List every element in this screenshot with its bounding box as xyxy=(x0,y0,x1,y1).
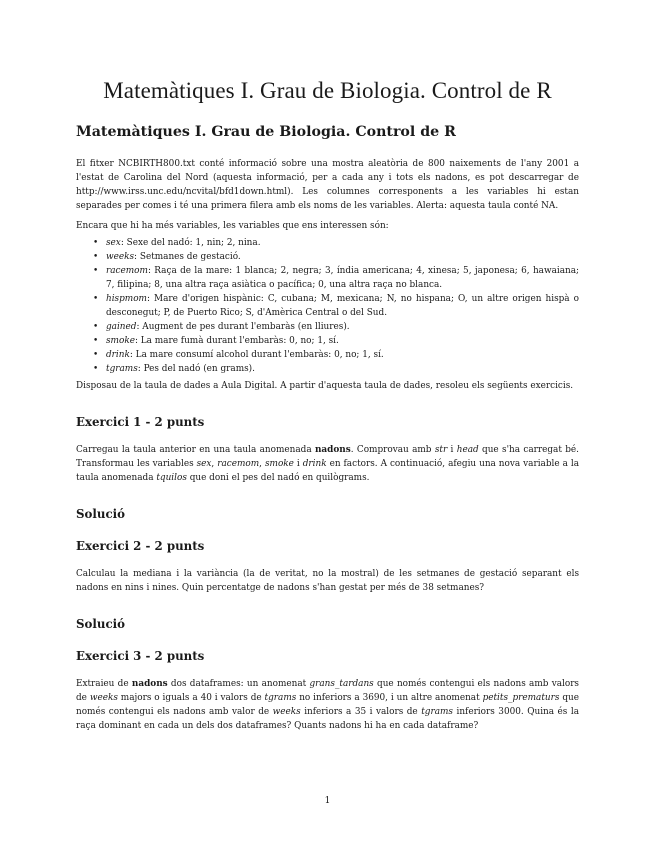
intro-paragraph: El fitxer NCBIRTH800.txt conté informació sobre una mostra aleatòria de 800 naixements de l'any 2001 a l'estat de Carolina del Nord (aquesta informació, per a cada any i tots els nadons, es pot descarregar de http://www.irss.unc.edu/ncvital/bfd1down.html). Les columnes corresponents a les variables hi estan separades per comes i té una primera filera amb els noms de les variables. Alerta: aquesta taula conté NA. xyxy=(76,159,579,211)
variable-name: gained xyxy=(106,322,137,332)
list-item xyxy=(106,320,579,334)
exercise-2-solution-heading: Solució xyxy=(76,617,125,631)
list-item xyxy=(106,334,579,348)
data-availability-paragraph: Disposau de la taula de dades a Aula Digital. A partir d'aquesta taula de dades, resoleu els següents exercicis. xyxy=(76,381,574,391)
list-item xyxy=(106,236,579,250)
exercise-2-text: Calculau la mediana i la variància (la de veritat, no la mostral) de les setmanes de gestació separant els nadons en nins i nines. Quin percentatge de nadons s'han gestat per més de 38 setmanes? xyxy=(76,569,579,593)
document-page xyxy=(76,78,579,733)
variable-desc: : Raça de la mare: 1 blanca; 2, negra; 3, índia americana; 4, xinesa; 5, japonesa; 6, hawaiana; 7, filipina; 8, una altra raça asiàtica o pacífica; 0, una altra raça no blanca. xyxy=(106,266,579,290)
variable-name: drink xyxy=(106,350,130,360)
variable-desc: : Setmanes de gestació. xyxy=(134,252,241,262)
variable-desc: : La mare fumà durant l'embaràs: 0, no; 1, sí. xyxy=(134,336,339,346)
variable-desc: : Pes del nadó (en grams). xyxy=(137,364,255,374)
main-heading: Matemàtiques I. Grau de Biologia. Control de R xyxy=(76,124,456,140)
variable-desc: : Mare d'origen hispànic: C, cubana; M, mexicana; N, no hispana; O, un altre origen hispà o desconegut; P, de Puerto Rico; S, d'Amèrica Central o del Sud. xyxy=(106,294,579,318)
variable-desc: : Sexe del nadó: 1, nin; 2, nina. xyxy=(120,238,261,248)
page-number: 1 xyxy=(324,796,331,806)
exercise-2-title: Exercici 2 - 2 punts xyxy=(76,539,205,553)
exercise-1-text: Carregau la taula anterior en una taula anomenada nadons. Comprovau amb str i head que s'ha carregat bé. Transformau les variables sex, racemom, smoke i drink en factors. A continuació, afegiu una nova variable a la taula anomenada tquilos que doni el pes del nadó en quilògrams. xyxy=(76,445,579,483)
exercise-3-text: Extraieu de nadons dos dataframes: un anomenat grans_tardans que només contengui els nadons amb valors de weeks majors o iguals a 40 i valors de tgrams no inferiors a 3690, i un altre anomenat petits_prematurs que només contengui els nadons amb valor de weeks inferiors a 35 i valors de tgrams inferiors 3000. Quina és la raça dominant en cada un dels dos dataframes? Quants nadons hi ha en cada dataframe? xyxy=(76,679,580,731)
variable-name: tgrams xyxy=(106,364,138,374)
exercise-1-title: Exercici 1 - 2 punts xyxy=(76,415,205,429)
list-item xyxy=(106,264,579,292)
document-title: Matemàtiques I. Grau de Biologia. Control de R xyxy=(103,78,552,103)
variables-intro: Encara que hi ha més variables, les variables que ens interessen són: xyxy=(76,221,389,231)
exercise-3-title: Exercici 3 - 2 punts xyxy=(76,649,205,663)
list-item xyxy=(106,362,579,376)
variable-name: smoke xyxy=(106,336,135,346)
exercise-1-solution-heading: Solució xyxy=(76,507,125,521)
list-item xyxy=(106,250,579,264)
list-item xyxy=(106,292,579,320)
list-item xyxy=(106,348,579,362)
variable-name: sex xyxy=(106,238,121,248)
variable-desc: : La mare consumí alcohol durant l'embaràs: 0, no; 1, sí. xyxy=(129,350,384,360)
variable-name: racemom xyxy=(106,266,148,276)
variable-desc: : Augment de pes durant l'embaràs (en lliures). xyxy=(136,322,350,332)
variable-name: hispmom xyxy=(106,294,147,304)
variable-name: weeks xyxy=(106,252,135,262)
variables-list xyxy=(76,236,579,376)
